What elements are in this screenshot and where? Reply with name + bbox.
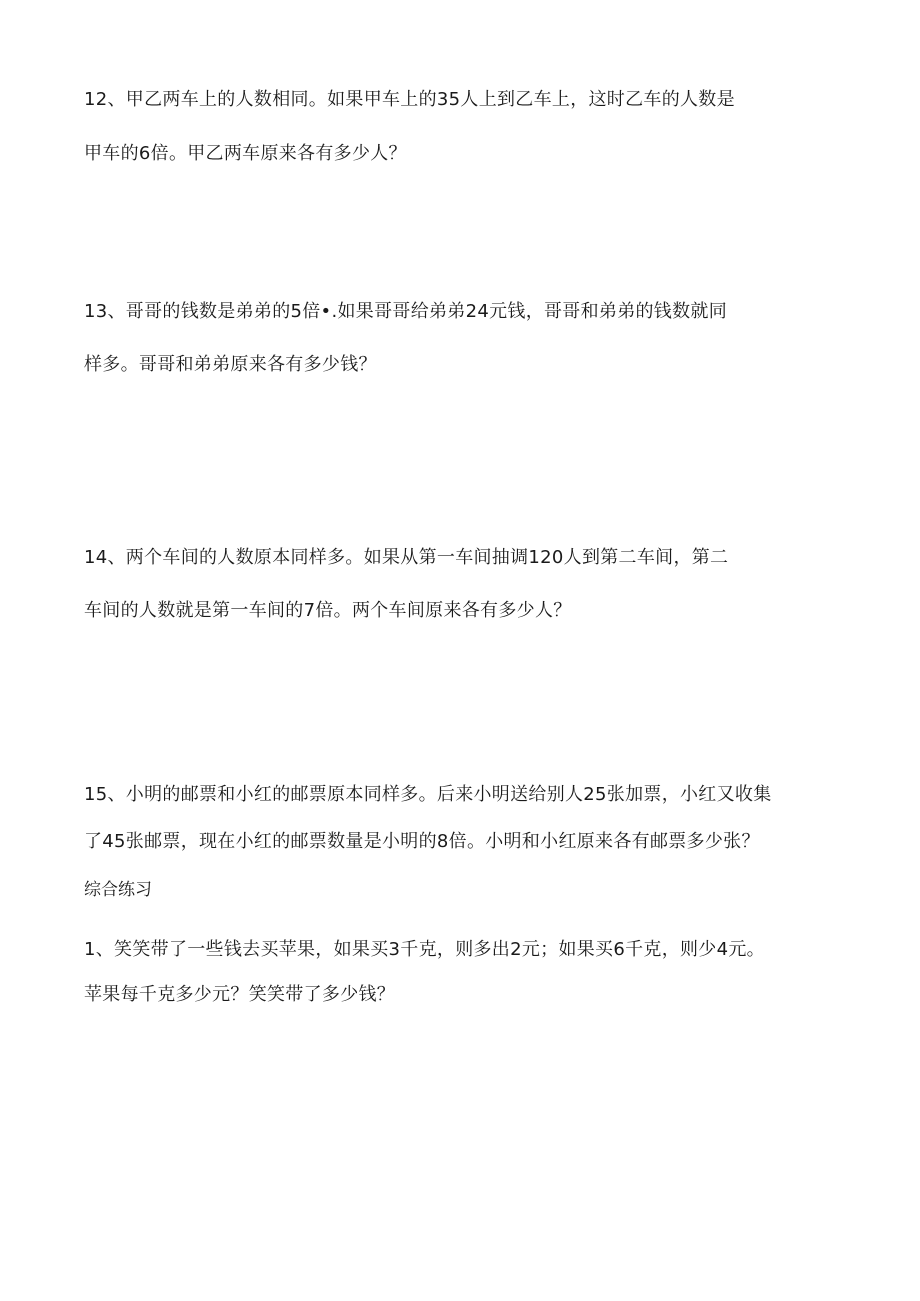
problem-12-line-1: 12、甲乙两车上的人数相同。如果甲车上的35人上到乙车上，这时乙车的人数是 (84, 89, 735, 110)
problem-13-line-1: 13、哥哥的钱数是弟弟的5倍•.如果哥哥给弟弟24元钱，哥哥和弟弟的钱数就同 (84, 301, 727, 322)
problem-15-line-2: 了45张邮票，现在小红的邮票数量是小明的8倍。小明和小红原来各有邮票多少张？ (84, 831, 760, 852)
section-problem-1-line-1: 1、笑笑带了一些钱去买苹果，如果买3千克，则多出2元；如果买6千克，则少4元。 (84, 939, 765, 960)
section-heading: 综合练习 (84, 880, 152, 900)
problem-15-line-1: 15、小明的邮票和小红的邮票原本同样多。后来小明送给别人25张加票，小红又收集 (84, 784, 772, 805)
section-problem-1-line-2: 苹果每千克多少元？笑笑带了多少钱？ (84, 984, 396, 1005)
problem-12-line-2: 甲车的6倍。甲乙两车原来各有多少人？ (84, 143, 407, 164)
problem-13-line-2: 样多。哥哥和弟弟原来各有多少钱？ (84, 354, 377, 375)
problem-14-line-1: 14、两个车间的人数原本同样多。如果从第一车间抽调120人到第二车间，第二 (84, 547, 729, 568)
problem-14-line-2: 车间的人数就是第一车间的7倍。两个车间原来各有多少人？ (84, 600, 572, 621)
